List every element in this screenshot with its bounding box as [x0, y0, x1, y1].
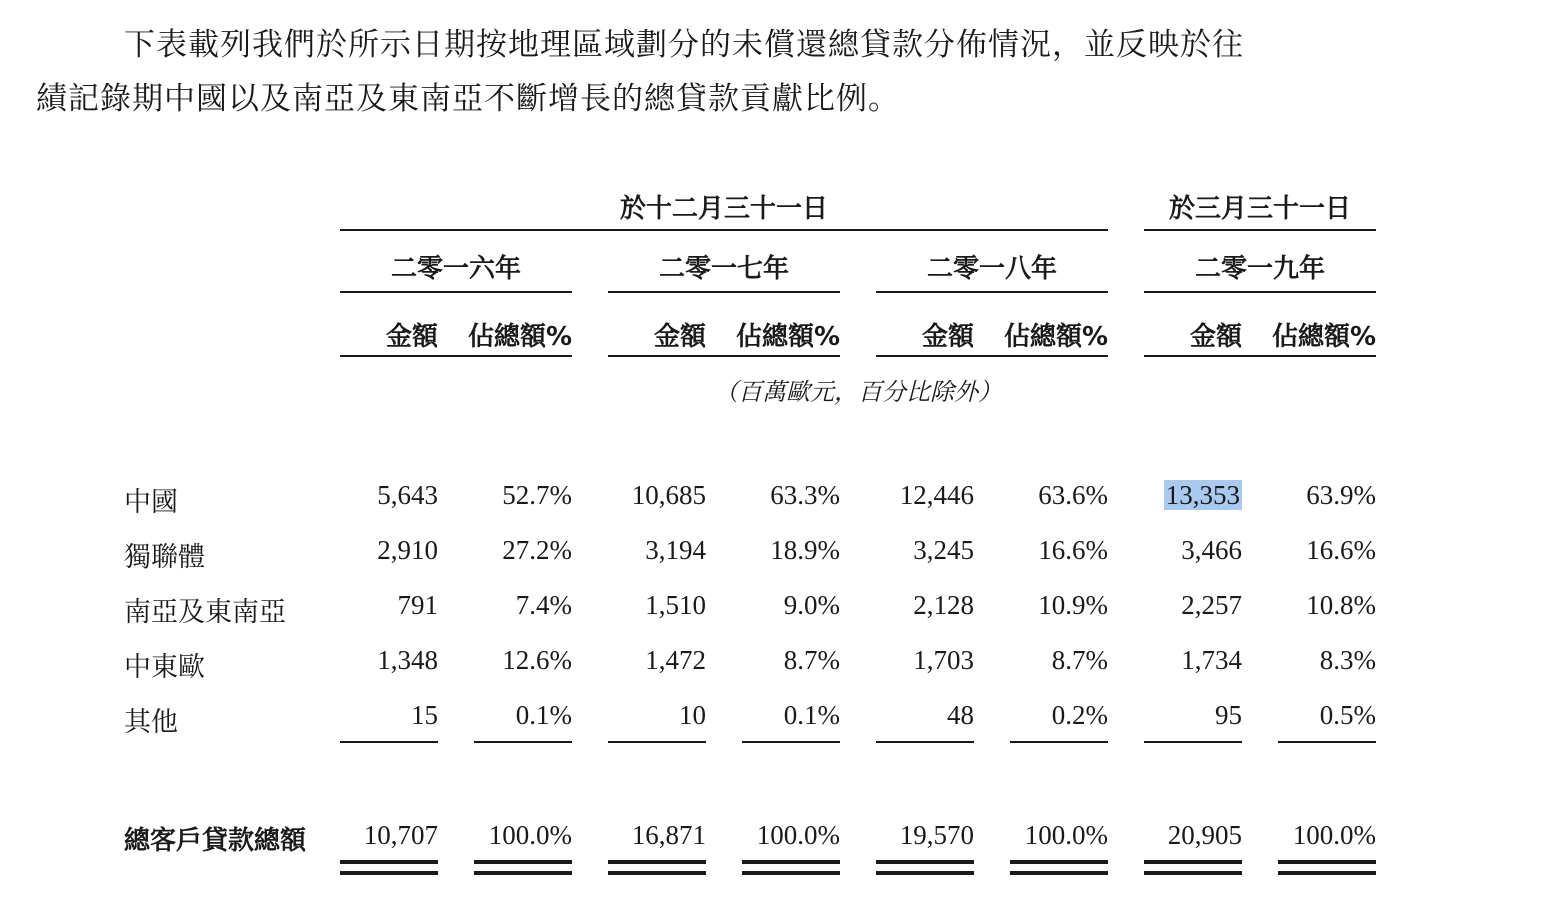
total-amount-2017: 16,871	[631, 820, 706, 850]
cell-value: 2,910	[377, 535, 438, 565]
intro-paragraph	[36, 18, 1436, 126]
rule-bottom-2018-share	[1010, 741, 1108, 743]
total-rule-amount-2016-lower	[340, 871, 438, 875]
cell-value: 12,446	[899, 480, 974, 510]
cell-amount-2019	[1112, 700, 1242, 731]
cell-value: 15	[411, 700, 438, 730]
cell-value: 3,466	[1181, 535, 1242, 565]
highlighted-cell-value: 13,353	[1165, 480, 1240, 510]
cell-value: 8.3%	[1319, 645, 1376, 675]
total-rule-amount-2018-upper	[876, 860, 974, 864]
header-mar31: 於三月三十一日	[1168, 194, 1351, 224]
header-year-2016: 二零一六年	[390, 254, 521, 284]
cell-value: 0.5%	[1319, 700, 1376, 730]
rule-dec31	[340, 229, 1108, 231]
cell-share-2019	[1246, 700, 1376, 731]
cell-value: 3,245	[913, 535, 974, 565]
total-rule-share-2016-upper	[474, 860, 572, 864]
total-rule-amount-2018-lower	[876, 871, 974, 875]
cell-share-2018	[978, 700, 1108, 731]
cell-amount-2016	[308, 700, 438, 731]
cell-value: 2,128	[913, 590, 974, 620]
row-label: 獨聯體	[124, 542, 205, 573]
header-year-2019: 二零一九年	[1194, 254, 1325, 284]
cell-share-2016	[442, 645, 572, 676]
row-label: 中東歐	[124, 652, 205, 683]
cell-share-2017	[710, 590, 840, 621]
cell-share-2017	[710, 645, 840, 676]
rule-bottom-2017-share	[742, 741, 840, 743]
cell-share-2018	[978, 645, 1108, 676]
total-rule-share-2016-lower	[474, 871, 572, 875]
total-rule-share-2018-upper	[1010, 860, 1108, 864]
rule-bottom-2019-amount	[1144, 741, 1242, 743]
cell-value: 0.1%	[515, 700, 572, 730]
cell-share-2016	[442, 590, 572, 621]
cell-amount-2018	[844, 590, 974, 621]
cell-share-2018	[978, 480, 1108, 511]
cell-amount-2019	[1112, 645, 1242, 676]
total-rule-share-2017-lower	[742, 871, 840, 875]
cell-value: 2,257	[1181, 590, 1242, 620]
total-amount-2019: 20,905	[1167, 820, 1242, 850]
cell-share-2016	[442, 535, 572, 566]
cell-value: 0.1%	[783, 700, 840, 730]
rule-sub-2016	[340, 355, 572, 357]
cell-amount-2016	[308, 645, 438, 676]
cell-value: 16.6%	[1038, 535, 1108, 565]
cell-value: 63.9%	[1306, 480, 1376, 510]
cell-share-2019	[1246, 645, 1376, 676]
total-rule-amount-2017-lower	[608, 871, 706, 875]
cell-amount-2016	[308, 590, 438, 621]
cell-value: 1,472	[645, 645, 706, 675]
cell-share-2019	[1246, 590, 1376, 621]
rule-sub-2018	[876, 355, 1108, 357]
total-rule-amount-2019-upper	[1144, 860, 1242, 864]
total-amount-2018: 19,570	[899, 820, 974, 850]
rule-year-2018	[876, 291, 1108, 293]
row-label: 中國	[124, 487, 178, 518]
col-share-2016: 佔總額%	[467, 322, 572, 352]
cell-share-2016	[442, 480, 572, 511]
cell-value: 10.9%	[1038, 590, 1108, 620]
cell-value: 48	[947, 700, 974, 730]
cell-share-2018	[978, 535, 1108, 566]
cell-value: 63.3%	[770, 480, 840, 510]
cell-value: 5,643	[377, 480, 438, 510]
total-share-2019: 100.0%	[1292, 820, 1376, 850]
rule-bottom-2019-share	[1278, 741, 1376, 743]
cell-value: 3,194	[645, 535, 706, 565]
cell-amount-2017	[576, 700, 706, 731]
rule-bottom-2018-amount	[876, 741, 974, 743]
col-amount-2016: 金額	[385, 322, 438, 352]
rule-bottom-2017-amount	[608, 741, 706, 743]
rule-mar31	[1144, 229, 1376, 231]
cell-value: 10	[679, 700, 706, 730]
total-rule-amount-2016-upper	[340, 860, 438, 864]
cell-value: 63.6%	[1038, 480, 1108, 510]
cell-amount-2018	[844, 480, 974, 511]
cell-value: 52.7%	[502, 480, 572, 510]
cell-share-2018	[978, 590, 1108, 621]
rule-year-2017	[608, 291, 840, 293]
total-share-2017: 100.0%	[756, 820, 840, 850]
rule-bottom-2016-amount	[340, 741, 438, 743]
cell-amount-2019	[1112, 535, 1242, 566]
col-amount-2017: 金額	[653, 322, 706, 352]
cell-share-2017	[710, 535, 840, 566]
cell-amount-2017	[576, 590, 706, 621]
header-year-2018: 二零一八年	[926, 254, 1057, 284]
cell-value: 8.7%	[1051, 645, 1108, 675]
cell-value: 10.8%	[1306, 590, 1376, 620]
cell-value: 7.4%	[515, 590, 572, 620]
total-amount-2016: 10,707	[363, 820, 438, 850]
cell-value: 1,348	[377, 645, 438, 675]
cell-value: 9.0%	[783, 590, 840, 620]
total-rule-share-2017-upper	[742, 860, 840, 864]
cell-share-2019	[1246, 535, 1376, 566]
col-share-2017: 佔總額%	[735, 322, 840, 352]
cell-value: 791	[397, 590, 438, 620]
cell-value: 10,685	[631, 480, 706, 510]
total-rule-share-2019-lower	[1278, 871, 1376, 875]
col-share-2019: 佔總額%	[1271, 322, 1376, 352]
total-rule-share-2018-lower	[1010, 871, 1108, 875]
col-share-2018: 佔總額%	[1003, 322, 1108, 352]
row-label: 南亞及東南亞	[124, 597, 286, 628]
cell-value: 0.2%	[1051, 700, 1108, 730]
cell-amount-2016	[308, 535, 438, 566]
cell-share-2019	[1246, 480, 1376, 511]
col-amount-2018: 金額	[921, 322, 974, 352]
cell-value: 16.6%	[1306, 535, 1376, 565]
cell-value: 12.6%	[502, 645, 572, 675]
row-label: 其他	[124, 707, 178, 738]
cell-amount-2019	[1112, 480, 1242, 511]
rule-sub-2017	[608, 355, 840, 357]
cell-value: 1,703	[913, 645, 974, 675]
cell-amount-2018	[844, 535, 974, 566]
cell-share-2017	[710, 480, 840, 511]
rule-bottom-2016-share	[474, 741, 572, 743]
col-amount-2019: 金額	[1189, 322, 1242, 352]
total-rule-amount-2019-lower	[1144, 871, 1242, 875]
cell-amount-2019	[1112, 590, 1242, 621]
total-rule-share-2019-upper	[1278, 860, 1376, 864]
intro-line-2: 績記錄期中國以及南亞及東南亞不斷增長的總貸款貢獻比例。	[36, 81, 900, 117]
cell-share-2017	[710, 700, 840, 731]
cell-amount-2016	[308, 480, 438, 511]
total-label: 總客戶貸款總額	[124, 826, 307, 856]
cell-value: 1,734	[1181, 645, 1242, 675]
total-share-2016: 100.0%	[488, 820, 572, 850]
total-share-2018: 100.0%	[1024, 820, 1108, 850]
rule-year-2016	[340, 291, 572, 293]
cell-amount-2017	[576, 645, 706, 676]
total-rule-amount-2017-upper	[608, 860, 706, 864]
cell-amount-2018	[844, 700, 974, 731]
cell-value: 18.9%	[770, 535, 840, 565]
cell-amount-2017	[576, 535, 706, 566]
cell-amount-2017	[576, 480, 706, 511]
unit-note: （百萬歐元，百分比除外）	[714, 378, 1002, 406]
header-dec31: 於十二月三十一日	[619, 194, 828, 224]
rule-sub-2019	[1144, 355, 1376, 357]
cell-value: 95	[1215, 700, 1242, 730]
cell-value: 8.7%	[783, 645, 840, 675]
rule-year-2019	[1144, 291, 1376, 293]
header-year-2017: 二零一七年	[658, 254, 789, 284]
cell-share-2016	[442, 700, 572, 731]
cell-amount-2018	[844, 645, 974, 676]
intro-line-1: 下表載列我們於所示日期按地理區域劃分的未償還總貸款分佈情況，並反映於往	[124, 27, 1244, 63]
cell-value: 27.2%	[502, 535, 572, 565]
cell-value: 1,510	[645, 590, 706, 620]
